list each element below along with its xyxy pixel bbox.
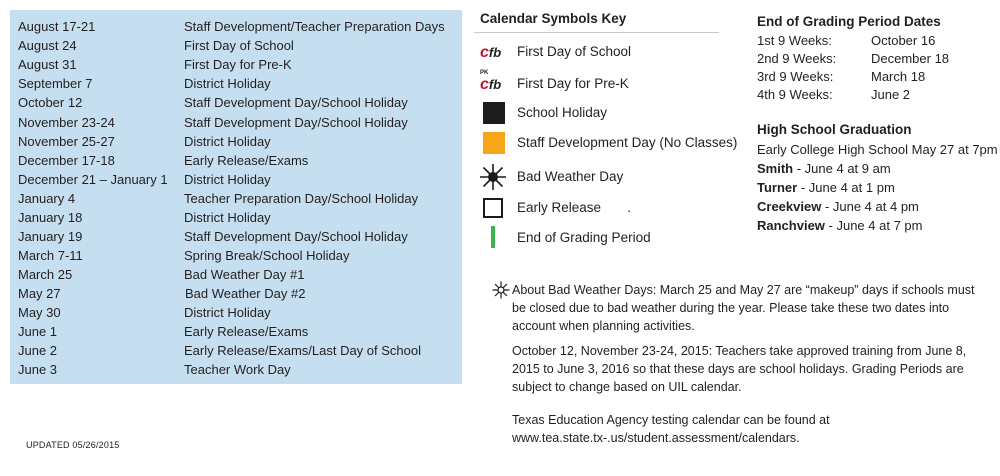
date-row — [10, 74, 462, 93]
graduation-school: Ranchview — [757, 218, 825, 233]
grading-label: 4th 9 Weeks: — [757, 87, 833, 102]
key-item-end-grading — [478, 224, 748, 252]
event-cell: Staff Development Day/School Holiday — [184, 229, 408, 244]
date-cell: June 2 — [18, 343, 58, 358]
date-row — [10, 208, 462, 227]
date-cell: January 4 — [18, 191, 76, 206]
graduation-text: - June 4 at 1 pm — [797, 180, 895, 195]
graduation-row — [757, 218, 1000, 233]
graduation-row — [757, 199, 1000, 214]
key-label: End of Grading Period — [517, 230, 651, 245]
sunburst-icon — [492, 281, 510, 299]
updated-stamp: UPDATED 05/26/2015 — [26, 440, 120, 450]
date-cell: August 31 — [18, 57, 77, 72]
cfb-prek-logo-icon — [478, 70, 508, 98]
date-cell: August 17-21 — [18, 19, 96, 34]
event-cell: Spring Break/School Holiday — [184, 248, 350, 263]
date-cell: May 30 — [18, 305, 61, 320]
date-row — [10, 322, 462, 341]
divider — [474, 32, 719, 33]
pk-label: PK — [480, 70, 489, 76]
date-cell: November 23-24 — [18, 115, 115, 130]
outlined-square-icon — [483, 198, 503, 218]
key-item-school-holiday — [478, 99, 748, 127]
date-row — [10, 113, 462, 132]
date-row — [10, 17, 462, 36]
date-cell: January 19 — [18, 229, 83, 244]
event-cell: Early Release/Exams/Last Day of School — [184, 343, 421, 358]
date-cell: January 18 — [18, 210, 83, 225]
graduation-school: Smith — [757, 161, 794, 176]
key-item-first-day — [478, 38, 748, 66]
grading-date: June 2 — [871, 87, 911, 102]
key-item-staff-development — [478, 129, 748, 157]
event-cell: District Holiday — [184, 134, 271, 149]
graduation-text: - June 4 at 4 pm — [821, 199, 919, 214]
graduation-row — [757, 161, 1000, 176]
bad-weather-note: About Bad Weather Days: March 25 and May 27 are “makeup” days if schools must be closed due to bad weather during the year. Please take these two dates into account when planning activities. — [512, 283, 975, 333]
graduation-school: Creekview — [757, 199, 822, 214]
date-row — [10, 227, 462, 246]
event-cell: District Holiday — [184, 172, 271, 187]
grading-row — [757, 87, 997, 105]
symbols-key-title: Calendar Symbols Key — [480, 11, 627, 26]
grading-row — [757, 51, 997, 69]
event-cell: First Day for Pre-K — [184, 57, 292, 72]
grading-label: 1st 9 Weeks: — [757, 33, 832, 48]
event-cell: District Holiday — [184, 210, 271, 225]
date-cell: March 25 — [18, 267, 73, 282]
date-row — [10, 151, 462, 170]
graduation-text: - June 4 at 7 pm — [824, 218, 923, 233]
date-row — [10, 303, 462, 322]
grading-periods-title: End of Grading Period Dates — [757, 14, 941, 29]
date-row — [10, 341, 462, 360]
key-item-first-day-prek — [478, 70, 748, 98]
key-label: First Day of School — [517, 44, 632, 59]
black-square-icon — [483, 102, 505, 124]
date-cell: June 1 — [18, 324, 58, 339]
grading-row — [757, 69, 997, 87]
sunburst-icon — [478, 163, 508, 191]
date-cell: December 17-18 — [18, 153, 115, 168]
important-dates-panel — [10, 10, 462, 384]
orange-square-icon — [483, 132, 505, 154]
graduation-text: Early College High School May 27 at 7pm — [757, 142, 998, 157]
date-row — [10, 265, 462, 284]
date-cell: May 27 — [18, 286, 61, 301]
date-row — [10, 93, 462, 112]
event-cell: Early Release/Exams — [184, 153, 309, 168]
event-cell: Staff Development/Teacher Preparation Days — [184, 19, 445, 34]
date-row — [10, 170, 462, 189]
key-item-bad-weather — [478, 163, 748, 191]
cfb-logo-text: cfb — [480, 76, 502, 93]
cfb-c-letter: c — [480, 76, 489, 93]
grading-date: October 16 — [871, 33, 936, 48]
date-cell: August 24 — [18, 38, 77, 53]
graduation-row — [757, 180, 1000, 195]
graduation-school: Turner — [757, 180, 798, 195]
event-cell: Teacher Preparation Day/School Holiday — [184, 191, 419, 206]
date-row — [10, 55, 462, 74]
event-cell: Staff Development Day/School Holiday — [184, 95, 408, 110]
training-note: October 12, November 23-24, 2015: Teachers take approved training from June 8, 2015 to June 3, 2016 so that these days are school holidays. Grading Periods are subject to change based on UIL calendar. — [512, 344, 967, 394]
key-label: Early Release . — [517, 200, 632, 215]
key-item-early-release — [478, 194, 748, 222]
date-row — [10, 132, 462, 151]
key-label: Staff Development Day (No Classes) — [517, 135, 738, 150]
key-label: First Day for Pre-K — [517, 76, 629, 91]
graduation-text: - June 4 at 9 am — [793, 161, 891, 176]
date-row — [10, 284, 462, 303]
date-cell: March 7-11 — [18, 248, 83, 263]
grading-label: 2nd 9 Weeks: — [757, 51, 837, 66]
grading-date: March 18 — [871, 69, 926, 84]
cfb-c-letter: c — [480, 44, 489, 61]
date-cell: October 12 — [18, 95, 83, 110]
grading-label: 3rd 9 Weeks: — [757, 69, 834, 84]
event-cell: Early Release/Exams — [184, 324, 309, 339]
graduation-row — [757, 142, 1000, 157]
date-row — [10, 360, 462, 379]
key-label: Bad Weather Day — [517, 169, 624, 184]
date-cell: December 21 – January 1 — [18, 172, 168, 187]
date-row — [10, 189, 462, 208]
key-label: School Holiday — [517, 105, 608, 120]
event-cell: Teacher Work Day — [184, 362, 291, 377]
event-cell: Bad Weather Day #2 — [185, 286, 306, 301]
event-cell: District Holiday — [184, 305, 271, 320]
event-cell: District Holiday — [184, 76, 271, 91]
event-cell: Bad Weather Day #1 — [184, 267, 305, 282]
green-bar-icon — [491, 226, 495, 248]
grading-row — [757, 33, 997, 51]
event-cell: First Day of School — [184, 38, 294, 53]
date-cell: November 25-27 — [18, 134, 115, 149]
cfb-logo-icon — [478, 38, 508, 66]
date-row — [10, 246, 462, 265]
date-row — [10, 36, 462, 55]
grading-date: December 18 — [871, 51, 950, 66]
date-cell: September 7 — [18, 76, 93, 91]
date-cell: June 3 — [18, 362, 58, 377]
cfb-logo-text: cfb — [480, 44, 502, 61]
graduation-title: High School Graduation — [757, 122, 912, 137]
event-cell: Staff Development Day/School Holiday — [184, 115, 408, 130]
tea-note: Texas Education Agency testing calendar can be found at www.tea.state.tx-.us/student.assessment/calendars. — [512, 413, 830, 445]
